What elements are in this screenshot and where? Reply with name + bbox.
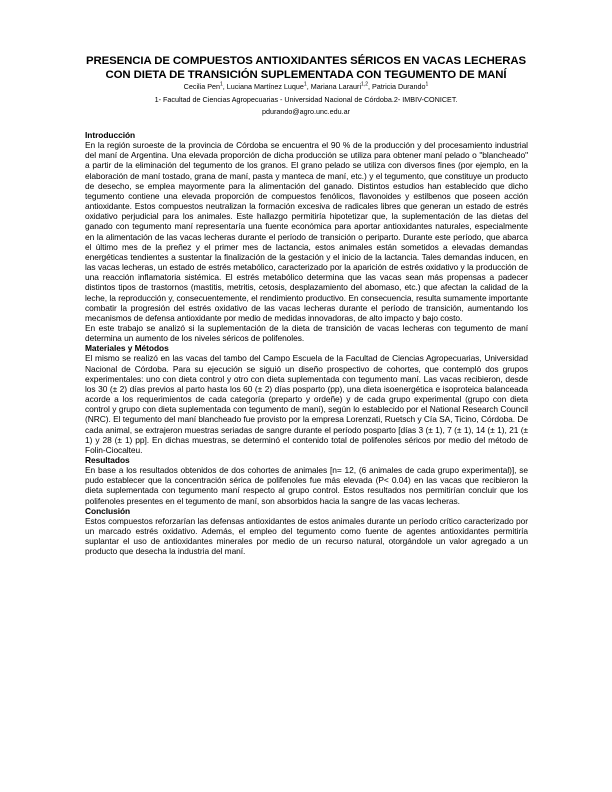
paragraph-methods: El mismo se realizó en las vacas del tambo del Campo Escuela de la Facultad de Ciencias Agropecuarias, Universidad Nacional de Córdoba. Para su ejecución se siguió un diseño prospectivo de cohortes, que contempló dos grupos experimentales: uno con dieta control y otro con dieta suplementada con tegumento maní. Las vacas recibieron, desde los 30 (± 2) días previos al parto hasta los 60 (± 2) días posparto (pp), una dieta isoenergética e isoproteica balanceada acorde a los requerimientos de cada categoría (preparto y ordeñe) y de cada grupo experimental (grupo con dieta control y grupo con dieta suplementada con tegumento de maní), según lo establecido por el National Research Council (NRC). El tegumento del maní blancheado fue provisto por la empresa Lorenzati, Ruetsch y Cía SA, Ticino, Córdoba. De cada animal, se extrajeron muestras seriadas de sangre durante el período posparto [días 3 (± 1), 7 (± 1), 14 (± 1), 21 (± 1) y 28 (± 1) pp]. En dichas muestras, se determinó el contenido total de polifenoles séricos por medio del método de Folin-Ciocalteu. [85, 353, 528, 455]
author-affiliation-mark: 1,2 [361, 81, 368, 88]
author-affiliation-mark: 1 [303, 81, 307, 88]
paragraph-introduction-2: En este trabajo se analizó si la suplementación de la dieta de transición de vacas lecheras con tegumento de maní determina un aumento de los niveles séricos de polifenoles. [85, 322, 528, 344]
title-line-2: CON DIETA DE TRANSICIÓN SUPLEMENTADA CON TEGUMENTO DE MANÍ [105, 69, 507, 81]
author-affiliation-mark: 1 [425, 81, 429, 88]
affiliation: 1- Facultad de Ciencias Agropecuarias - Universidad Nacional de Córdoba.2- IMBIV-CONICET. [154, 95, 458, 104]
section-heading-results: Resultados [85, 455, 130, 465]
section-heading-conclusion: Conclusión [85, 505, 131, 516]
paragraph-introduction-1: En la región suroeste de la provincia de Córdoba se encuentra el 90 % de la producción y del procesamiento industrial del maní de Argentina. Una elevada proporción de dicha producción se utiliza para obtener maní pelado o "blancheado" a partir de la eliminación del tegumento de los granos. El grano pelado se utiliza con diversos fines (por ejemplo, en la elaboración de maní tostado, grana de maní, pasta y manteca de maní, etc.) y el tegumento, que constituye un producto de desecho, se emplea mayormente para la alimentación del ganado. Distintos estudios han establecido que dicho tegumento contiene una elevada proporción de compuestos fenólicos, flavonoides y estilbenos que poseen acción antioxidante. Estos compuestos neutralizan la formación excesiva de radicales libres que generan un estado de estrés oxidativo perjudicial para los animales. Este hallazgo permitiría hipotetizar que, la suplementación de las dietas del ganado con tegumento maní representaría una fuente económica para aportar antioxidantes naturales, especialmente en la alimentación de las vacas lecheras durante el período de transición o periparto. Durante este período, que abarca el último mes de la preñez y el primer mes de lactancia, estos animales están sometidos a elevadas demandas energéticas tendientes a sustentar la finalización de la gestación y el inicio de la lactancia. Tales demandas inducen, en las vacas lecheras, un estado de estrés metabólico, caracterizado por la aparición de estrés oxidativo y la producción de una reacción inflamatoria sistémica. El estrés metabólico determina que las vacas sean más propensas a padecer distintos tipos de trastornos (mastitis, metritis, cetosis, desplazamiento del abomaso, etc.) que afectan la calidad de la leche, la reproducción y, consecuentemente, el rendimiento productivo. En consecuencia, resulta sumamente importante combatir la progresión del estrés oxidativo de las vacas lecheras durante el período de transición, aumentando los mecanismos de defensa antioxidante por medio de medidas innovadoras, de alto impacto y bajo costo. [85, 140, 528, 323]
author-name: Luciana Martínez Luque [226, 82, 304, 91]
contact-email: pdurando@agro.unc.edu.ar [261, 107, 351, 116]
paragraph-conclusion: Estos compuestos reforzarían las defensas antioxidantes de estos animales durante un período crítico caracterizado por un marcado estrés oxidativo. Además, el empleo del tegumento como fuente de agentes antioxidantes permitiría suplantar el uso de antioxidantes minerales por medio de un recurso natural, otorgándole un valor agregado a un producto que desecha la industria del maní. [85, 515, 528, 557]
author-name: Patricia Durando [372, 82, 426, 91]
title-line-1: PRESENCIA DE COMPUESTOS ANTIOXIDANTES SÉRICOS EN VACAS LECHERAS [86, 55, 526, 67]
author-name: Cecilia Pen [183, 82, 221, 91]
author-name: Mariana Larauri [310, 82, 362, 91]
section-heading-introduction: Introducción [85, 130, 136, 140]
author-list: Cecilia Pen$^1$, Luciana Martínez Luque$^1$, Mariana Larauri$^{1,2}$, Patricia Durando$^1$ [183, 81, 429, 91]
paper-body [85, 130, 528, 557]
author-affiliation-mark: 1 [220, 81, 223, 88]
section-heading-methods: Materiales y Métodos [85, 343, 169, 354]
paper-title [60, 54, 552, 82]
paragraph-results: En base a los resultados obtenidos de dos cohortes de animales [n= 12, (6 animales de cada grupo experimental)], se pudo establecer que la concentración sérica de polifenoles fue más elevada (P< 0.04) en las vacas que recibieron la dieta suplementada con tegumento maní respecto al grupo control. Estos resultados nos permitirían concluir que los polifenoles presentes en el tegumento de maní, son absorbidos hacia la sangre de las vacas lecheras. [85, 465, 528, 506]
